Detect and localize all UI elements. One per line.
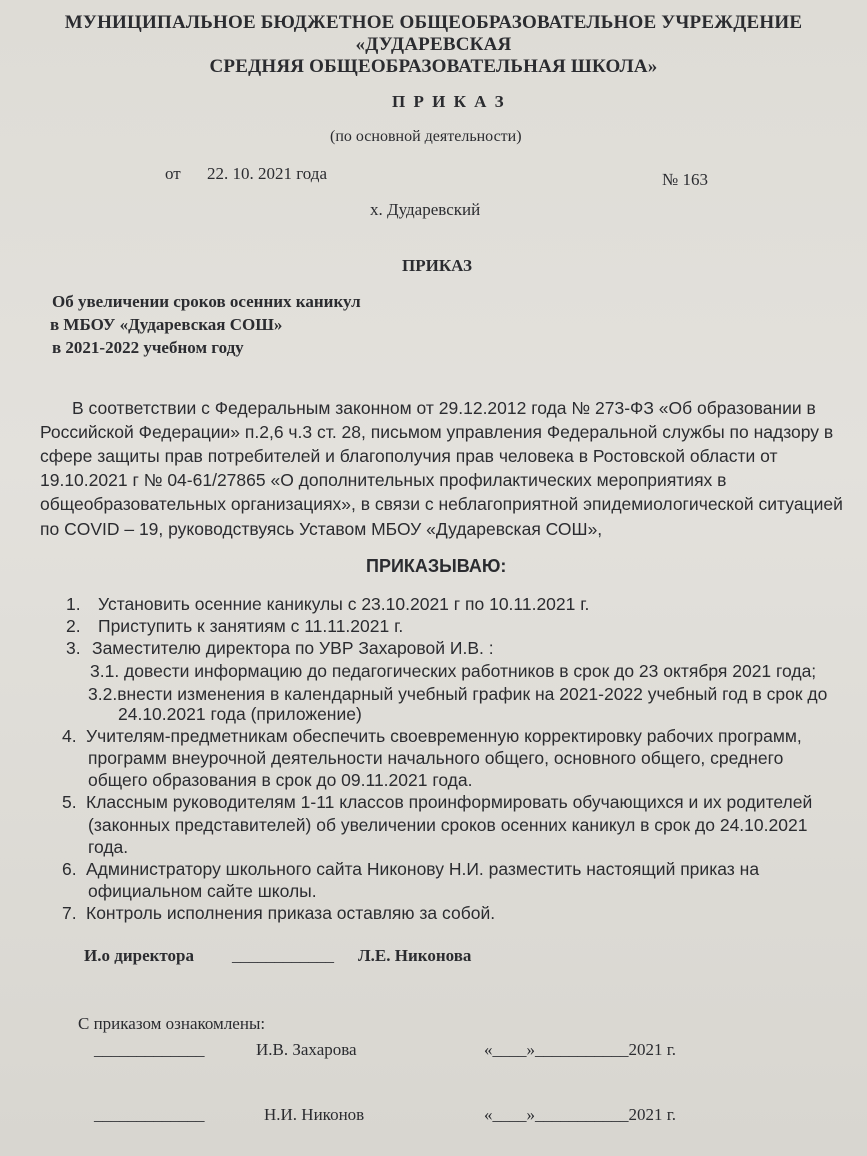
subject-line-3: в 2021-2022 учебном году [52,338,244,357]
item-text: общего образования в срок до 09.11.2021 года. [88,770,473,790]
list-item [62,857,759,881]
signature-line: ____________ [232,946,334,965]
list-item [62,901,495,925]
preamble-line-1: В соответствии с Федеральным законном от 29.12.2012 года № 273-ФЗ «Об образовании в [72,398,816,418]
item-text: Заместителю директора по УВР Захаровой И.В. : [92,638,494,658]
list-item [88,835,128,859]
acquainted-name-2: Н.И. Никонов [264,1105,365,1124]
item-text: Администратору школьного сайта Никонову Н.И. разместить настоящий приказ на [86,859,760,879]
item-text: официальном сайте школы. [88,881,317,901]
item-text: 3.1. довести информацию до педагогических работников в срок до 23 октября 2021 года; [90,661,817,681]
order-title: ПРИКАЗ [402,256,472,275]
list-item [88,879,317,903]
item-number: 1. [66,594,81,614]
list-item [90,659,816,683]
item-text: 3.2.внести изменения в календарный учебный график на 2021-2022 учебный год в срок до [88,684,828,704]
list-item [88,813,807,837]
list-item [62,790,812,814]
order-date: 22. 10. 2021 года [207,164,328,183]
subject-line-1: Об увеличении сроков осенних каникул [52,292,361,311]
list-item [88,746,783,770]
item-number: 7. [62,903,77,923]
item-text: (законных представителей) об увеличении сроков осенних каникул в срок до 24.10.2021 [88,815,808,835]
subject-line-2: в МБОУ «Дударевская СОШ» [50,315,283,334]
item-number: 4. [62,726,77,746]
list-item [66,636,494,660]
item-text: Учителям-предметникам обеспечить своевременную корректировку рабочих программ, [86,726,802,746]
acquainted-line-2: _____________ [94,1105,205,1124]
subtitle: (по основной деятельности) [330,128,522,145]
item-number: 6. [62,859,77,879]
preamble-line-6: по COVID – 19, руководствуясь Уставом МБОУ «Дударевская СОШ», [40,519,603,539]
item-text: Контроль исполнения приказа оставляю за собой. [86,903,496,923]
order-number: № 163 [662,170,708,189]
header-line-2: «ДУДАРЕВСКАЯ [355,34,512,55]
item-number: 5. [62,792,77,812]
preamble-line-5: общеобразовательных организациях», в связи с неблагоприятной эпидемиологической ситуацией [40,494,843,514]
acquainted-date-2: «____»___________2021 г. [484,1105,677,1124]
acquainted-date-1: «____»___________2021 г. [484,1040,677,1059]
signature-role: И.о директора [84,946,194,965]
item-text: 24.10.2021 года (приложение) [118,704,362,724]
item-text: Установить осенние каникулы с 23.10.2021 г по 10.11.2021 г. [98,594,590,614]
item-text: года. [88,837,129,857]
list-item [66,614,403,638]
acquainted-name-1: И.В. Захарова [256,1040,357,1059]
item-text: программ внеурочной деятельности начального общего, основного общего, среднего [88,748,784,768]
item-number: 2. [66,616,81,636]
list-item [88,768,472,792]
preamble-line-4: 19.10.2021 г № 04-61/27865 «О дополнительных профилактических мероприятиях в [40,470,727,490]
list-item [66,592,589,616]
header-line-1: МУНИЦИПАЛЬНОЕ БЮДЖЕТНОЕ ОБЩЕОБРАЗОВАТЕЛЬНОЕ УЧРЕЖДЕНИЕ [64,12,803,33]
preamble-line-2: Российской Федерации» п.2,6 ч.3 ст. 28, письмом управления Федеральной службы по надзору в [40,422,834,442]
acquainted-label: С приказом ознакомлены: [78,1014,266,1033]
place: х. Дударевский [370,200,481,219]
list-item [118,702,362,726]
header-line-3: СРЕДНЯЯ ОБЩЕОБРАЗОВАТЕЛЬНАЯ ШКОЛА» [209,56,658,77]
preamble-line-3: сфере защиты прав потребителей и благополучия прав человека в Ростовской области от [40,446,778,466]
title-spaced: П Р И К А З [392,92,506,111]
list-item [62,724,802,748]
item-text: Классным руководителям 1-11 классов проинформировать обучающихся и их родителей [86,792,813,812]
order-heading: ПРИКАЗЫВАЮ: [366,556,507,576]
signature-name: Л.Е. Никонова [358,946,472,965]
date-prefix: от [165,164,181,183]
acquainted-line-1: _____________ [94,1040,205,1059]
item-text: Приступить к занятиям с 11.11.2021 г. [98,616,404,636]
item-number: 3. [66,638,81,658]
